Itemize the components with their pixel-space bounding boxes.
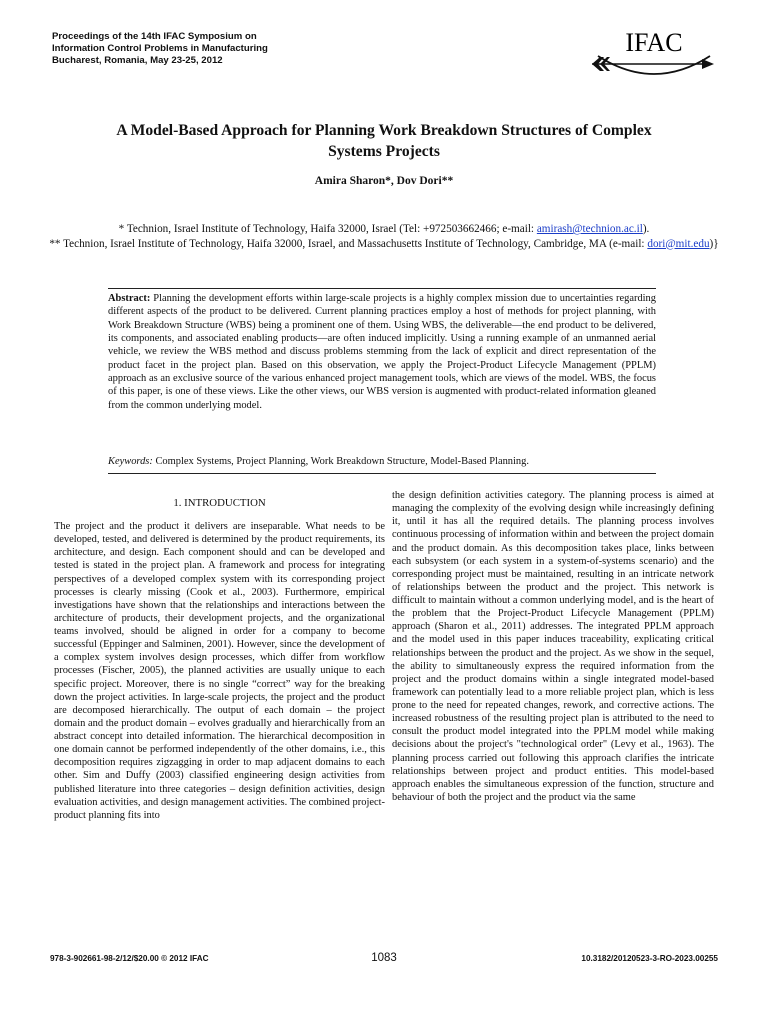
body-column-left: The project and the product it delivers are inseparable. What needs to be developed, tested, and delivered is determined by the product requirements, its architecture, and design. Each component should and can be developed and tested is stated in the project plan. A framework and process for integrating perspectives of a developed complex system with its corresponding project processes is clearly missing (Cook et al., 2003). Furthermore, empirical investigations have shown that the relationships and interactions between the architecture of products, their development projects, and the organizational teams involved, should be aligned in order for a company to become successful (Eppinger and Salminen, 2001). However, since the development of a complex system involves design processes, which differ from workflow processes (Fischer, 2005), the planned activities are usually unique to each specific project. Moreover, there is no single “correct” way for the breaking down the project activities. In large-scale projects, the project and the product are decomposed hierarchically. The output of each domain – the project domain and the product domain – evolves gradually and hierarchically from an abstract concept into detailed information. The hierarchical decomposition in one domain cannot be performed independently of the other domains, i.e., this decomposition requires zigzagging in order to map adjacent domains to each other. Sim and Duffy (2003) classified engineering design activities from published literature into three categories – design definition activities, design evaluation activities, and design management activities. The combined project-product planning fits into [54,521,385,821]
email-link[interactable]: dori@mit.edu [647,237,710,250]
title-line: A Model-Based Approach for Planning Work Breakdown Structures of Complex [116,122,652,139]
footer-isbn: 978-3-902661-98-2/12/$20.00 © 2012 IFAC [50,954,209,963]
abstract-box [108,288,656,476]
affiliations [40,222,728,251]
ifac-logo [590,26,720,88]
paper-title [50,120,718,162]
affiliation-text: ** Technion, Israel Institute of Technology, Haifa 32000, Israel, and Massachusetts Institute of Technology, Cambridge, MA (e-mail: [49,237,648,250]
divider [108,473,656,474]
conference-header [52,31,268,67]
email-link[interactable]: amirash@technion.ac.il [536,223,643,235]
page-number: 1083 [371,952,397,964]
title-line: Systems Projects [328,143,440,160]
abstract-label: Abstract: [108,293,151,304]
conference-line: Proceedings of the 14th IFAC Symposium on [52,31,257,42]
authors: Amira Sharon*, Dov Dori** [314,175,454,187]
conference-line: Information Control Problems in Manufacturing [52,43,268,54]
keywords [108,455,656,468]
keywords-label: Keywords: [108,456,153,467]
affiliation-1 [40,222,728,237]
abstract [108,292,656,412]
section-heading: 1. INTRODUCTION [173,497,266,509]
conference-line: Bucharest, Romania, May 23-25, 2012 [52,55,223,66]
affiliation-text: * Technion, Israel Institute of Technology, Haifa 32000, Israel (Tel: +972503662466; e-mail: [118,223,537,235]
affiliation-text: ). [642,223,650,235]
abstract-text: Planning the development efforts within large-scale projects is a highly complex mission due to uncertainties regarding different aspects of the product to be delivered. Current planning practices employ a host of methods for project planning, with Work Breakdown Structure (WBS) being a prominent one of them. Using WBS, the deliverable—the end product to be delivered, its components, and associated enabling products—are often induced implicitly. Using a running example of an unmanned aerial vehicle, we review the WBS method and discuss problems stemming from the lack of explicit and direct representation of the product facet in the project plan. Based on this observation, we apply the Project-Product Lifecycle Management (PPLM) approach as an exclusive source of the various enhanced project management tools, which are views of the model. WBS, the focus of this paper, is one of these views. Like the other views, our WBS version is augmented with product-related information gleaned from the common underlying model. [108,293,656,411]
divider [108,288,656,289]
footer-doi: 10.3182/20120523-3-RO-2023.00255 [581,954,718,963]
affiliation-text: )} [709,237,719,250]
keywords-text: Complex Systems, Project Planning, Work Breakdown Structure, Model-Based Planning. [155,456,529,467]
body-column-right: the design definition activities category. The planning process is aimed at managing the complexity of the evolving design while increasingly defining it, until it has all the required details. The planning process involves continuous processing of information within and between the project domain and the product domain. As this decomposition takes place, links between each subsystem (or each system in a system-of-systems scenario) and the corresponding project must be maintained, resulting in an intricate network of relationships between the product and the project. This network is difficult to maintain without a common underlying model, and is the heart of the problem that the Project-Product Lifecycle Management (PPLM) approach (Sharon et al., 2011) addresses. The integrated PPLM approach and the model used in this paper induces traceability, explicating critical relationships between the product and the project. As we show in the sequel, the ability to simultaneously express the required information from the project and the product domains within a single integrated model-based framework can potentially lead to a more reliable project plan, which is less prone to the need for repeated changes, rework, and corrective actions. The increased robustness of the resulting project plan is attributed to the need to consult the product model integrated into the PPLM model while making decisions about the project's "technological order" (Levy et al., 1963). The planning process carried out following this approach clarifies the intricate relationships between project and product entities. This model-based approach enables the simultaneous expression of the function, structure and behaviour of both the project and the product via the same [392,490,714,803]
affiliation-2 [40,237,728,252]
ifac-logo-text: IFAC [625,28,683,57]
